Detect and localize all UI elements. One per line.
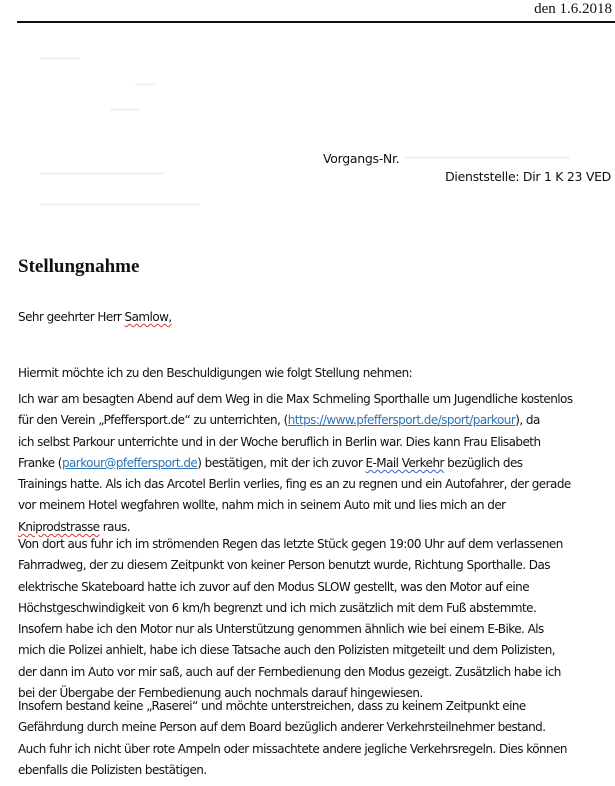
salutation [18,307,615,328]
vorgangs-nr-label: Vorgangs-Nr. [323,151,400,166]
text-segment: ), da [515,413,540,428]
paragraph-line: Trainings hatte. Als ich das Arcotel Berlin verlies, fing es an zu regnen und ein Autofahrer, der gerade [18,477,571,492]
paragraph-line: der dann im Auto vor mir saß, auch auf der Fernbedienung den Modus gezeigt. Zusätzlich habe ich [18,664,561,679]
salutation-name: Samlow, [124,310,172,324]
paragraph-line: Insofern habe ich den Motor nur als Unterstützung genommen ähnlich wie bei einem E-Bike. Als [18,622,544,637]
text-segment: ) bestätigen, mit der ich zuvor [197,455,366,470]
dienststelle-label: Dienststelle: Dir 1 K 23 VED [445,169,611,184]
redacted-address-line [40,57,80,60]
paragraph-3 [18,696,615,781]
text-segment: für den Verein „Pfeffersport.de“ zu unterrichten, ( [18,413,288,428]
paragraph-line: Ich war am besagten Abend auf dem Weg in die Max Schmeling Sporthalle um Jugendliche kostenlos [18,392,573,406]
text-segment: bezüglich des [443,455,523,470]
paragraph-line: bei der Übergabe der Fernbedienung auch nochmals darauf hingewiesen. [18,686,423,701]
salutation-prefix: Sehr geehrter Herr [18,310,125,324]
paragraph-line: ebenfalls die Polizisten bestätigen. [18,762,207,777]
paragraph-line [18,410,615,431]
paragraph-line: Auch fuhr ich nicht über rote Ampeln oder missachtete andere jegliche Verkehrsregeln. Dies können [18,741,567,756]
paragraph-line: Von dort aus fuhr ich im strömenden Regen das letzte Stück gegen 19:00 Uhr auf dem verlassenen [18,537,563,551]
document-date: den 1.6.2018 [534,1,612,17]
pfeffersport-url-link[interactable]: https://www.pfeffersport.de/sport/parkour [287,413,516,428]
paragraph-2 [18,534,615,704]
paragraph-line: Höchstgeschwindigkeit von 6 km/h begrenzt und ich mich zusätzlich mit dem Fuß abstemmte. [18,600,537,615]
paragraph-line: vor meinem Hotel wegfahren wollte, nahm mich in seinem Auto mit und lies mich an der [18,498,506,513]
email-link[interactable]: parkour@pfeffersport.de [61,455,198,470]
paragraph-line: Gefährdung durch meine Person auf dem Board bezüglich anderer Verkehrsteilnehmer bestand. [18,720,546,735]
paragraph-line: elektrische Skateboard hatte ich zuvor auf den Modus SLOW gestellt, was den Motor auf eine [18,579,530,594]
paragraph-line: mich die Polizei anhielt, habe ich diese Tatsache auch den Polizisten mitgeteilt und dem Polizisten, [18,643,556,658]
redacted-address-line [110,108,140,111]
paragraph-line: ich selbst Parkour unterrichte und in der Woche beruflich in Berlin war. Dies kann Frau Elisabeth [18,434,541,449]
grammar-flagged-text: E-Mail Verkehr [365,455,444,470]
text-segment: raus. [99,519,130,534]
paragraph-line: Fahrradweg, der zu diesem Zeitpunkt von keiner Person benutzt wurde, Richtung Sporthalle. Das [18,558,550,573]
paragraph-line [18,453,615,474]
document-title: Stellungnahme [18,256,140,277]
spelling-flagged-text: Kniprodstrasse [18,519,100,534]
redacted-reference-number [405,156,570,159]
paragraph-1 [18,389,615,538]
redacted-address-line [135,83,155,86]
redacted-address-line [40,172,165,175]
text-segment: Franke ( [18,455,62,470]
header-rule [17,21,615,23]
intro-paragraph: Hiermit möchte ich zu den Beschuldigungen wie folgt Stellung nehmen: [18,366,413,380]
paragraph-line: Insofern bestand keine „Raserei“ und möchte unterstreichen, dass zu keinem Zeitpunkt eine [18,699,526,713]
redacted-address-line [40,203,200,206]
